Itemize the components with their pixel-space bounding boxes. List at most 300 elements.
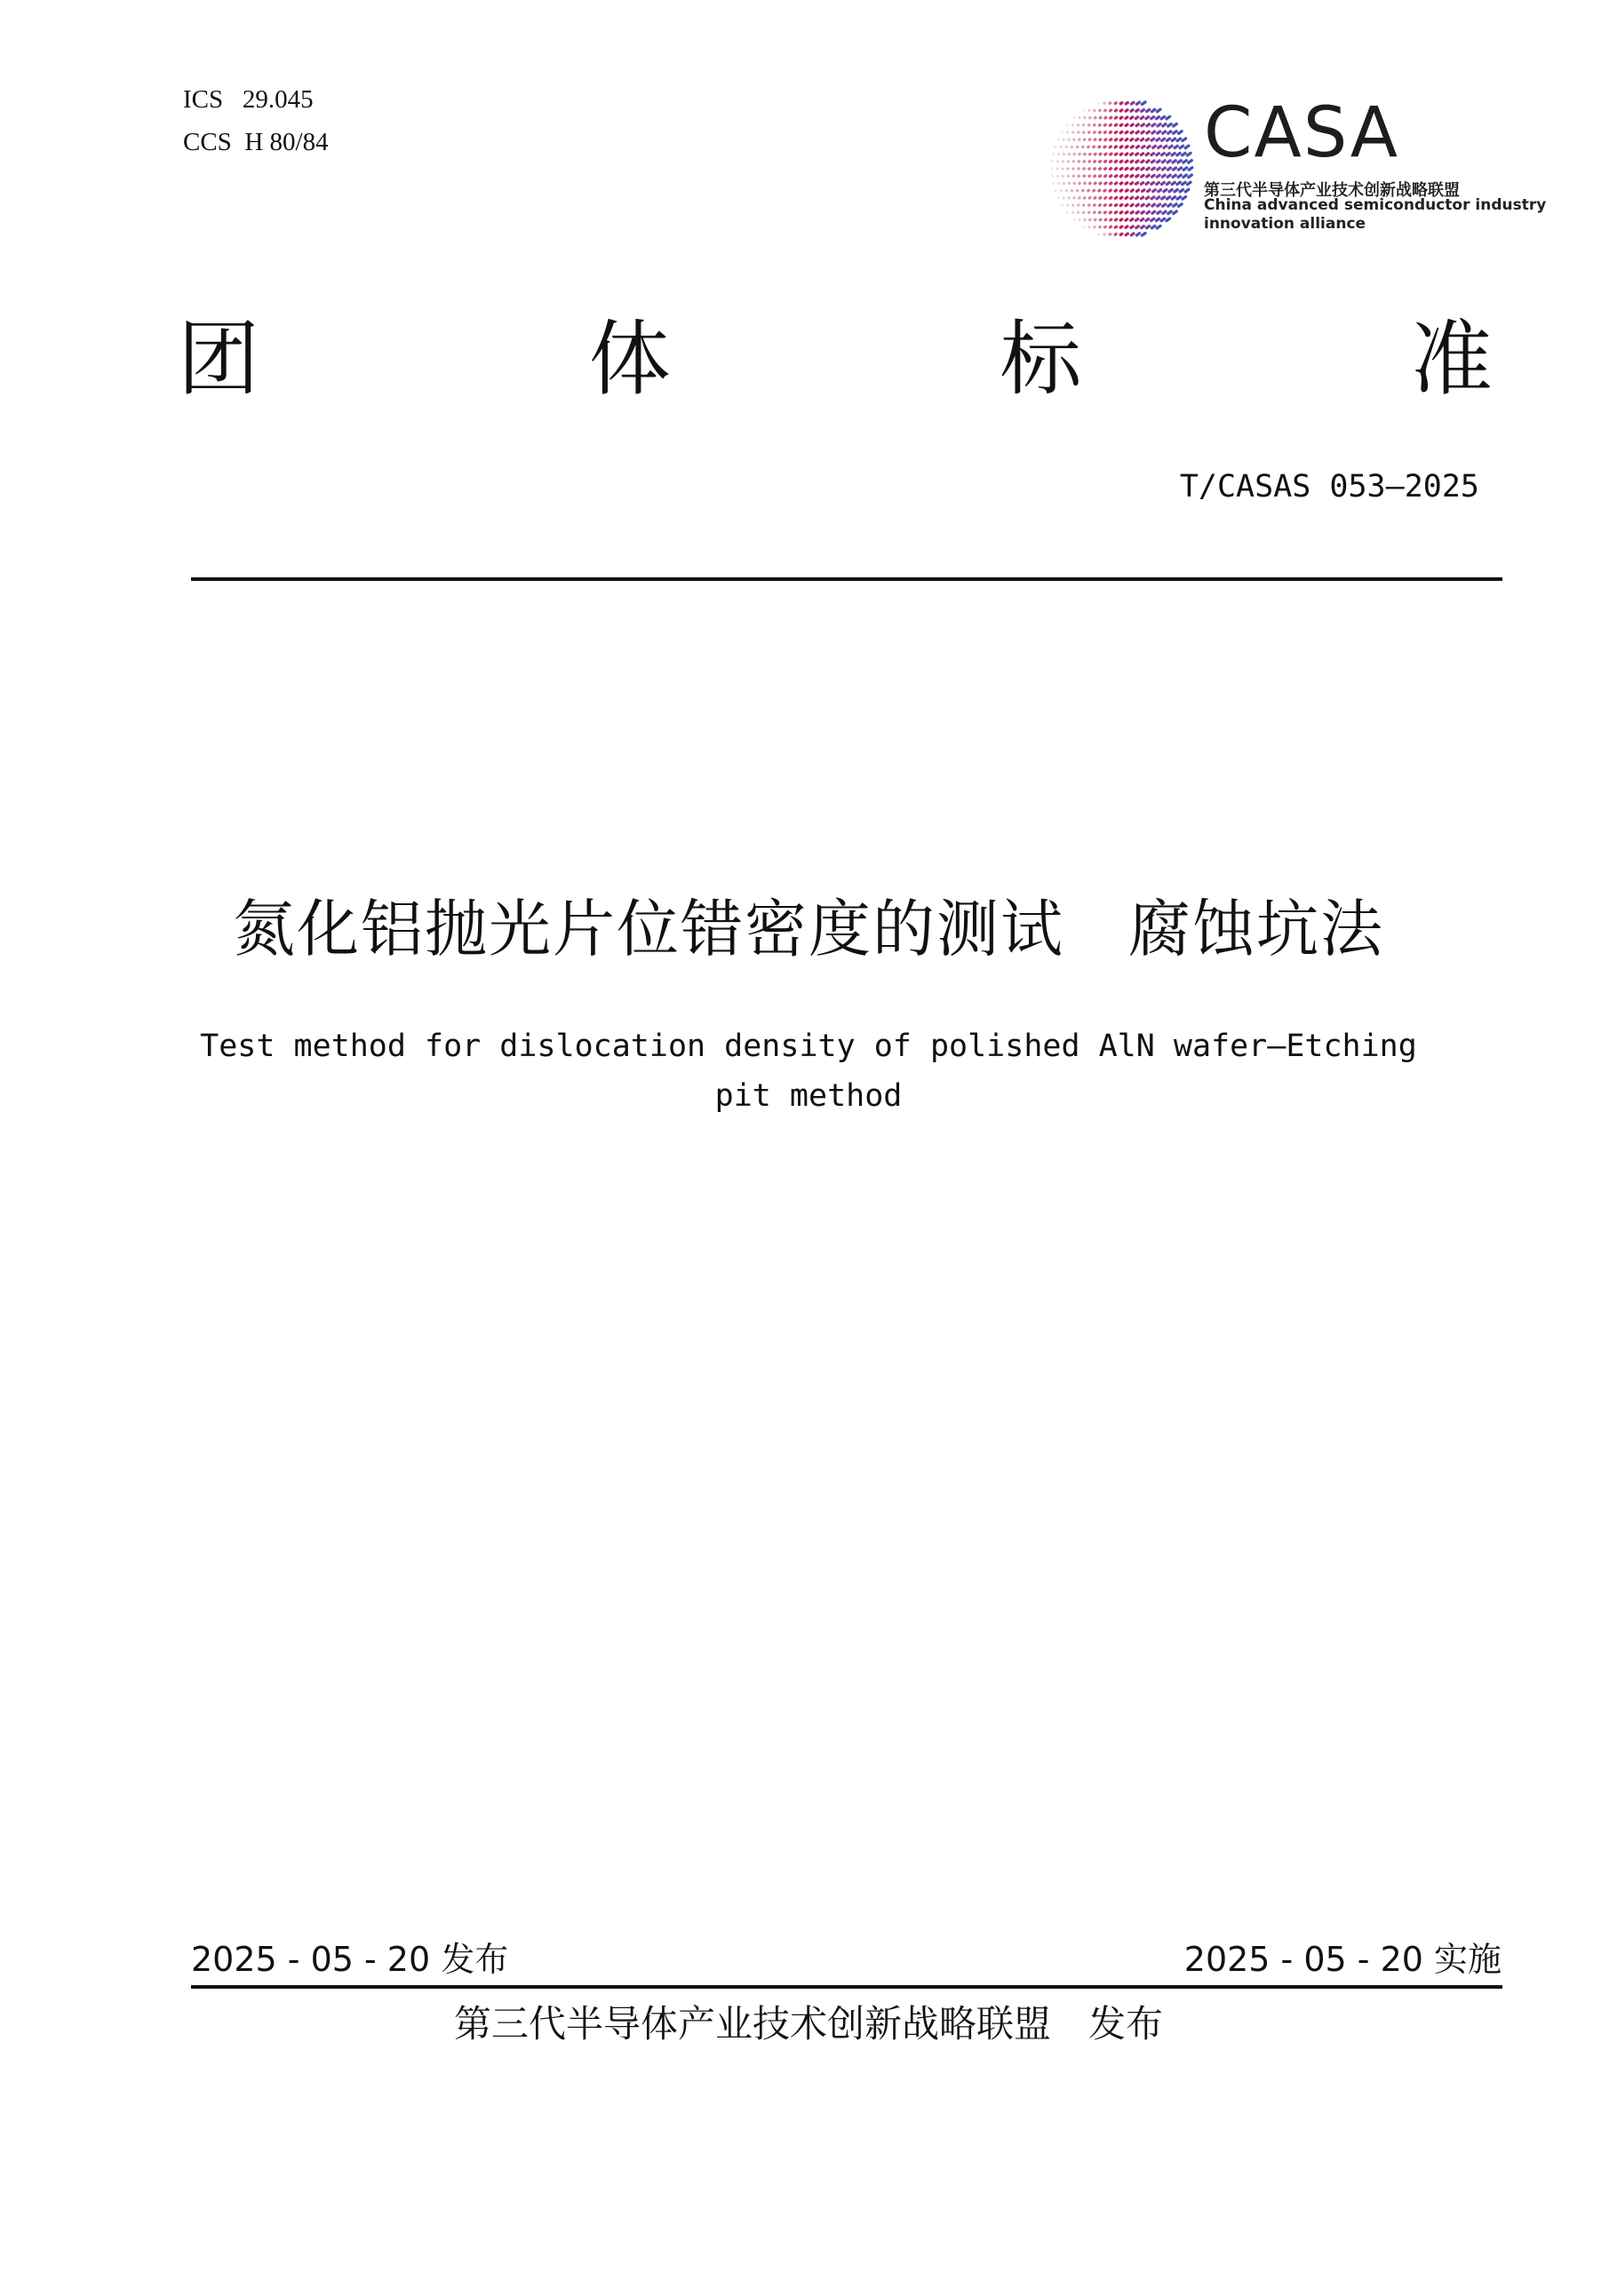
sphere-dot <box>1113 232 1118 236</box>
sphere-dot <box>1124 232 1129 237</box>
logo-name-en-line1: China advanced semiconductor industry <box>1204 196 1547 214</box>
sphere-dot <box>1097 101 1101 105</box>
sphere-dot <box>1134 217 1140 222</box>
sphere-dot <box>1140 188 1146 194</box>
standard-number: T/CASAS 053—2025 <box>1179 469 1479 504</box>
sphere-dot <box>1150 115 1156 120</box>
ics-value: 29.045 <box>242 85 314 114</box>
sphere-dot <box>1061 160 1064 163</box>
sphere-dot <box>1170 137 1177 143</box>
sphere-dot <box>1078 115 1081 119</box>
sphere-dot <box>1119 115 1124 120</box>
sphere-dot <box>1140 231 1147 237</box>
doc-type-char: 体 <box>588 312 671 407</box>
sphere-dot <box>1129 232 1135 237</box>
sphere-dot <box>1113 195 1119 200</box>
sphere-dot <box>1176 166 1183 172</box>
sphere-dot <box>1124 130 1129 135</box>
sphere-dot <box>1150 152 1156 157</box>
sphere-dot <box>1129 130 1135 135</box>
sphere-dot <box>1103 159 1107 163</box>
sphere-dot <box>1135 123 1141 128</box>
sphere-dot <box>1155 166 1161 171</box>
issue-date: 2025 - 05 - 20 发布 <box>191 1940 509 1979</box>
sphere-dot <box>1108 188 1113 193</box>
sphere-dot <box>1144 115 1151 120</box>
casa-logo <box>1040 89 1547 249</box>
sphere-dot <box>1097 188 1102 193</box>
sphere-dot <box>1098 152 1103 156</box>
sphere-dot <box>1151 166 1157 171</box>
sphere-dot <box>1151 210 1157 215</box>
sphere-dot <box>1161 203 1167 209</box>
sphere-dot <box>1062 152 1065 155</box>
sphere-dot <box>1135 166 1140 171</box>
sphere-dot <box>1113 159 1119 163</box>
sphere-dot <box>1145 188 1151 194</box>
sphere-dot <box>1093 138 1097 142</box>
sphere-dot <box>1097 203 1102 208</box>
sphere-dot <box>1175 180 1183 187</box>
sphere-dot <box>1170 151 1176 157</box>
sphere-dot <box>1187 173 1194 179</box>
sphere-dot <box>1119 173 1124 178</box>
sphere-dot <box>1175 195 1183 201</box>
logo-name-en-line2: innovation alliance <box>1204 215 1366 233</box>
sphere-dot <box>1145 144 1151 149</box>
sphere-dot <box>1072 138 1076 141</box>
sphere-dot <box>1087 218 1092 222</box>
sphere-dot <box>1140 123 1146 128</box>
sphere-dot <box>1140 166 1146 171</box>
sphere-dot <box>1066 131 1070 134</box>
sphere-dot <box>1124 181 1129 187</box>
sphere-dot <box>1108 218 1112 222</box>
sphere-dot <box>1145 130 1151 135</box>
sphere-dot <box>1171 130 1178 136</box>
sphere-dot <box>1066 211 1070 214</box>
sphere-dot <box>1113 174 1119 179</box>
sphere-dot <box>1144 195 1151 201</box>
sphere-dot <box>1157 144 1163 149</box>
sphere-dot <box>1108 152 1113 156</box>
sphere-dot <box>1155 195 1161 201</box>
sphere-dot <box>1139 137 1145 142</box>
sphere-dot <box>1103 218 1108 222</box>
sphere-dot <box>1119 225 1124 229</box>
footer-divider <box>191 1985 1502 1989</box>
sphere-dot <box>1160 159 1167 164</box>
sphere-dot <box>1077 160 1081 164</box>
sphere-dot <box>1077 203 1080 207</box>
sphere-dot <box>1113 101 1118 106</box>
sphere-dot <box>1097 145 1102 149</box>
sphere-dot <box>1139 152 1145 157</box>
document-title-en <box>142 1021 1475 1121</box>
sphere-dot <box>1081 211 1086 215</box>
sphere-dot <box>1135 203 1141 208</box>
sphere-dot <box>1178 187 1185 194</box>
sphere-dot <box>1165 137 1171 143</box>
sphere-dot <box>1157 187 1163 193</box>
sphere-dot <box>1093 181 1097 186</box>
sphere-dot <box>1134 180 1139 186</box>
sphere-dot <box>1061 131 1064 134</box>
sphere-dot <box>1066 123 1070 127</box>
sphere-dot <box>1124 152 1129 157</box>
sphere-dot <box>1080 145 1085 149</box>
sphere-dot <box>1097 166 1102 171</box>
logo-brand: CASA <box>1204 93 1400 173</box>
sphere-dot <box>1098 138 1103 142</box>
sphere-dot <box>1119 195 1124 200</box>
sphere-dot <box>1093 108 1096 112</box>
sphere-dot <box>1150 173 1156 179</box>
sphere-dot <box>1103 211 1107 215</box>
sphere-dot <box>1103 130 1107 134</box>
sphere-dot <box>1081 203 1086 208</box>
sphere-dot <box>1103 152 1108 156</box>
sphere-dot <box>1055 174 1059 178</box>
sphere-dot <box>1183 144 1191 150</box>
sphere-dot <box>1129 203 1135 208</box>
sphere-dot <box>1093 174 1097 179</box>
sphere-dot <box>1145 123 1151 128</box>
sphere-dot <box>1171 173 1177 179</box>
sphere-dot <box>1159 195 1166 201</box>
sphere-dot <box>1098 108 1103 113</box>
sphere-dot <box>1151 130 1157 135</box>
sphere-dot <box>1093 159 1097 163</box>
sphere-dot <box>1071 160 1076 164</box>
sphere-dot <box>1098 181 1103 186</box>
sphere-dot <box>1129 210 1135 215</box>
sphere-dot <box>1066 160 1070 163</box>
sphere-dot <box>1113 108 1119 113</box>
sphere-dot <box>1098 225 1103 229</box>
sphere-dot <box>1178 144 1185 150</box>
sphere-dot <box>1059 188 1063 192</box>
sphere-dot <box>1103 138 1108 142</box>
sphere-dot <box>1166 173 1172 179</box>
sphere-dot <box>1119 100 1124 105</box>
sphere-dot <box>1098 195 1103 200</box>
sphere-dot <box>1087 181 1092 186</box>
sphere-dot <box>1081 131 1086 135</box>
sphere-dot <box>1113 145 1119 149</box>
sphere-dot <box>1082 138 1087 142</box>
sphere-dot <box>1129 137 1135 142</box>
sphere-dot <box>1078 152 1082 156</box>
sphere-dot <box>1144 180 1151 186</box>
document-type-heading <box>178 311 1493 409</box>
doc-type-char: 标 <box>1000 312 1082 407</box>
sphere-dot <box>1056 138 1060 141</box>
sphere-dot <box>1151 144 1158 149</box>
sphere-dot <box>1162 144 1168 149</box>
sphere-dot <box>1135 107 1141 113</box>
sphere-dot <box>1134 152 1139 157</box>
sphere-dot <box>1139 217 1145 222</box>
sphere-dot <box>1119 108 1124 113</box>
sphere-dot <box>1052 153 1055 156</box>
sphere-dot <box>1155 224 1162 230</box>
sphere-dot <box>1071 211 1075 214</box>
sphere-dot <box>1113 138 1119 142</box>
sphere-dot <box>1093 195 1097 200</box>
sphere-dot <box>1062 181 1065 185</box>
sphere-dot <box>1071 203 1075 207</box>
sphere-dot <box>1129 123 1135 128</box>
sphere-dot <box>1151 203 1157 208</box>
sphere-dot <box>1134 195 1139 201</box>
sphere-dot <box>1067 152 1071 155</box>
sphere-dot <box>1159 137 1166 142</box>
sphere-dot <box>1108 225 1112 229</box>
sphere-dot <box>1098 115 1103 120</box>
sphere-dot <box>1150 159 1156 164</box>
sphere-dot <box>1113 130 1119 134</box>
sphere-dot <box>1093 115 1097 120</box>
sphere-dot <box>1066 174 1070 178</box>
sphere-dot <box>1150 180 1156 186</box>
sphere-dot <box>1139 195 1145 201</box>
sphere-dot <box>1119 203 1124 207</box>
sphere-dot <box>1124 123 1129 128</box>
sphere-dot <box>1103 181 1108 186</box>
sphere-dot <box>1081 123 1086 128</box>
sphere-dot <box>1119 166 1124 171</box>
sphere-dot <box>1161 130 1167 136</box>
sphere-dot <box>1159 217 1167 223</box>
ics-label: ICS <box>183 85 224 114</box>
sphere-dot <box>1185 180 1192 187</box>
doc-type-char: 团 <box>178 312 260 407</box>
sphere-dot <box>1092 123 1096 127</box>
sphere-dot <box>1139 180 1145 186</box>
sphere-dot <box>1156 130 1162 135</box>
sphere-dot <box>1171 166 1177 172</box>
sphere-dot <box>1103 166 1107 171</box>
sphere-dot <box>1082 108 1086 112</box>
sphere-dot <box>1082 167 1087 171</box>
sphere-dot <box>1119 145 1124 149</box>
sphere-dot <box>1176 203 1183 209</box>
sphere-dot <box>1087 115 1092 120</box>
sphere-dot <box>1077 174 1081 179</box>
sphere-dot <box>1108 174 1113 179</box>
sphere-dot <box>1139 115 1145 121</box>
sphere-dot <box>1181 137 1188 143</box>
sphere-dot <box>1156 123 1162 129</box>
sphere-dot <box>1176 130 1183 136</box>
sphere-dot <box>1151 187 1158 193</box>
sphere-dot <box>1129 115 1135 121</box>
sphere-dot <box>1119 137 1124 141</box>
sphere-dot <box>1129 145 1135 150</box>
sphere-dot <box>1108 130 1113 134</box>
sphere-dot <box>1067 196 1071 200</box>
header-divider <box>191 577 1502 581</box>
sphere-dot <box>1175 151 1183 157</box>
sphere-dot <box>1144 137 1151 142</box>
sphere-dot <box>1087 138 1092 142</box>
sphere-dot <box>1083 181 1087 186</box>
sphere-dot <box>1103 188 1107 193</box>
sphere-dot <box>1150 195 1156 201</box>
sphere-dot <box>1108 108 1112 113</box>
sphere-dot <box>1097 131 1102 135</box>
sphere-dot <box>1124 218 1129 223</box>
sphere-dot <box>1113 203 1119 207</box>
sphere-dot <box>1108 115 1112 120</box>
sphere-dot <box>1155 137 1161 142</box>
sphere-dot <box>1167 210 1174 216</box>
sphere-dot <box>1119 218 1124 222</box>
sphere-dot <box>1052 181 1055 185</box>
sphere-dot <box>1055 167 1059 171</box>
sphere-dot <box>1087 131 1091 135</box>
sphere-dot <box>1165 180 1171 186</box>
sphere-dot <box>1092 131 1096 135</box>
sphere-dot <box>1140 144 1146 149</box>
sphere-dot <box>1182 173 1189 179</box>
sphere-dot <box>1129 195 1135 201</box>
sphere-dot <box>1098 218 1103 222</box>
sphere-dot <box>1173 187 1180 194</box>
sphere-dot <box>1113 181 1119 186</box>
sphere-dot <box>1075 188 1079 193</box>
sphere-dot <box>1140 159 1146 164</box>
sphere-dot <box>1124 203 1129 208</box>
sphere-dot <box>1064 145 1068 148</box>
title-en-line2: pit method <box>714 1078 903 1114</box>
sphere-dot <box>1145 203 1151 208</box>
sphere-dot <box>1093 152 1097 156</box>
sphere-dot <box>1144 224 1151 230</box>
sphere-dot <box>1103 195 1108 200</box>
sphere-dot <box>1087 159 1092 163</box>
sphere-dot <box>1103 203 1107 207</box>
sphere-dot <box>1155 159 1161 164</box>
sphere-dot <box>1182 166 1189 172</box>
sphere-dot <box>1093 225 1096 228</box>
sphere-dot <box>1175 137 1183 143</box>
sphere-dot <box>1140 210 1146 215</box>
sphere-dot <box>1113 115 1119 120</box>
sphere-dot <box>1171 159 1177 165</box>
sphere-dot <box>1124 195 1129 201</box>
sphere-dot <box>1061 167 1064 171</box>
sphere-dot <box>1078 218 1081 221</box>
sphere-dot <box>1113 152 1119 156</box>
sphere-dot <box>1165 217 1172 223</box>
sphere-dot <box>1144 107 1151 114</box>
sphere-dot <box>1161 122 1168 128</box>
sphere-dot <box>1173 144 1180 150</box>
sphere-dot <box>1187 158 1194 164</box>
sphere-dot <box>1103 174 1107 179</box>
sphere-dot <box>1156 210 1162 216</box>
sphere-dot <box>1113 188 1119 193</box>
sphere-dot <box>1103 101 1106 105</box>
sphere-dot <box>1135 159 1140 164</box>
sphere-dot <box>1167 187 1174 194</box>
sphere-dot <box>1077 131 1080 134</box>
ccs-row <box>183 121 329 163</box>
classification-codes <box>183 78 329 163</box>
sphere-dot <box>1072 218 1076 221</box>
sphere-dot <box>1171 203 1178 209</box>
sphere-dot <box>1113 166 1119 171</box>
sphere-dot <box>1061 203 1064 207</box>
sphere-dot <box>1087 195 1092 200</box>
sphere-dot <box>1087 188 1091 193</box>
sphere-dot <box>1159 151 1166 156</box>
sphere-dot <box>1160 166 1167 171</box>
sphere-dot <box>1070 188 1073 192</box>
sphere-dot <box>1129 159 1135 164</box>
sphere-dot <box>1093 218 1097 222</box>
sphere-dot <box>1135 188 1140 194</box>
sphere-dot <box>1071 174 1076 179</box>
sphere-dot <box>1108 145 1113 149</box>
sphere-dot <box>1103 123 1107 127</box>
sphere-dot <box>1129 166 1135 171</box>
sphere-dot <box>1097 211 1102 215</box>
sphere-dot <box>1054 189 1057 193</box>
sphere-dot <box>1082 159 1087 163</box>
sphere-dot <box>1087 211 1091 215</box>
publisher-line: 第三代半导体产业技术创新战略联盟 发布 <box>453 2002 1163 2046</box>
sphere-dot <box>1113 225 1119 229</box>
sphere-dot <box>1108 181 1113 186</box>
sphere-dot <box>1172 210 1179 216</box>
sphere-dot <box>1135 225 1141 230</box>
sphere-dot <box>1072 196 1076 200</box>
sphere-dot <box>1129 217 1135 222</box>
sphere-dot <box>1103 115 1108 120</box>
sphere-dot <box>1154 115 1160 121</box>
sphere-dot <box>1071 167 1076 171</box>
sphere-dot <box>1119 188 1124 193</box>
sphere-dot <box>1145 173 1151 179</box>
sphere-dot <box>1056 196 1060 200</box>
sphere-dot <box>1108 101 1112 106</box>
sphere-dot <box>1119 159 1124 163</box>
document-title-cn: 氮化铝抛光片位错密度的测试 腐蚀坑法 <box>233 893 1384 965</box>
sphere-dot <box>1082 174 1087 179</box>
sphere-dot <box>1061 174 1064 178</box>
sphere-dot <box>1155 152 1161 157</box>
sphere-dot <box>1108 138 1113 142</box>
sphere-dot <box>1067 181 1071 185</box>
sphere-dot <box>1108 166 1113 171</box>
sphere-dot <box>1119 130 1124 134</box>
sphere-dot <box>1087 108 1091 112</box>
sphere-dot <box>1129 225 1135 230</box>
sphere-dot <box>1113 218 1119 222</box>
sphere-dot <box>1092 188 1096 193</box>
sphere-dot <box>1124 225 1129 230</box>
sphere-dot <box>1124 145 1129 150</box>
sphere-dot <box>1129 152 1135 157</box>
sphere-dot <box>1087 123 1091 128</box>
ccs-value: H 80/84 <box>244 128 329 156</box>
sphere-dot <box>1140 107 1146 113</box>
sphere-dot <box>1119 181 1124 186</box>
sphere-dot <box>1170 180 1176 187</box>
